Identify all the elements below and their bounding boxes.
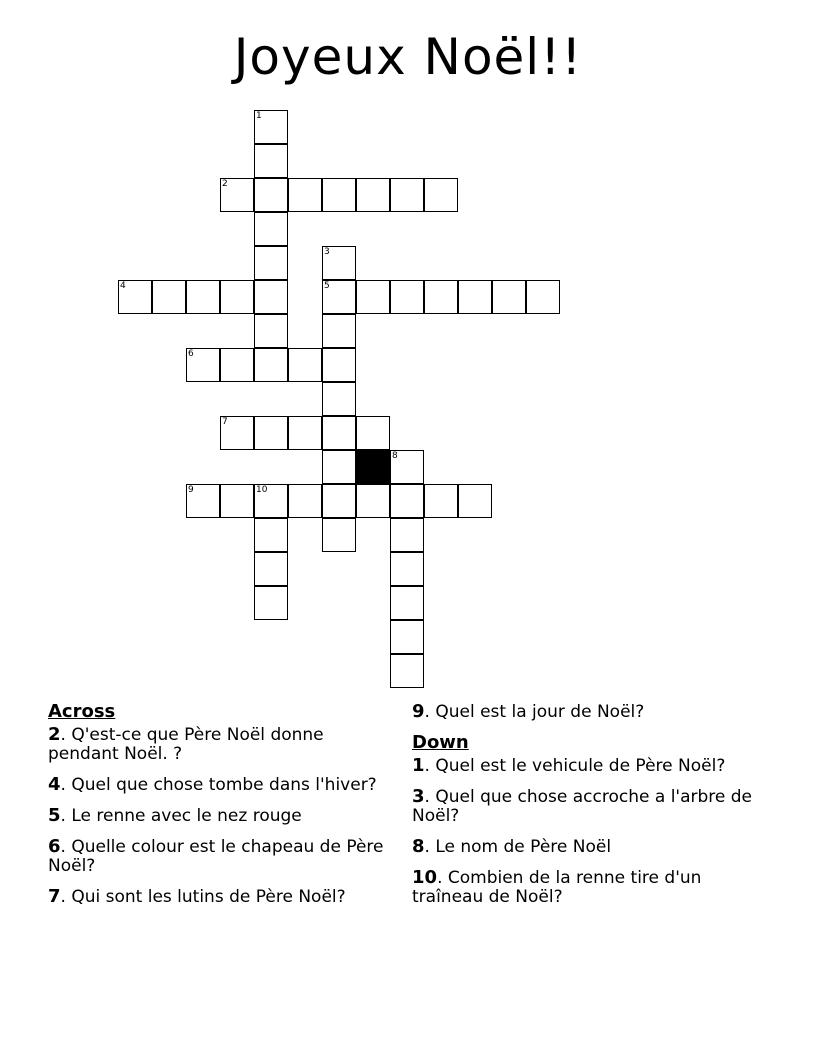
crossword-cell[interactable] bbox=[390, 518, 424, 552]
cell-number-5: 5 bbox=[324, 281, 330, 291]
clue-across-2: 2. Q'est-ce que Père Noël donne pendant Noël. ? bbox=[48, 724, 324, 764]
crossword-cell[interactable] bbox=[186, 280, 220, 314]
clue-across-9: 9. Quel est la jour de Noël? bbox=[412, 701, 645, 722]
cell-number-1: 1 bbox=[256, 111, 262, 121]
crossword-cell[interactable] bbox=[322, 518, 356, 552]
crossword-cell[interactable] bbox=[322, 382, 356, 416]
crossword-cell[interactable] bbox=[254, 280, 288, 314]
crossword-cell[interactable] bbox=[254, 314, 288, 348]
cell-number-3: 3 bbox=[324, 247, 330, 257]
crossword-cell[interactable] bbox=[356, 416, 390, 450]
crossword-cell[interactable] bbox=[254, 178, 288, 212]
crossword-cell[interactable] bbox=[390, 484, 424, 518]
clue-across-5: 5. Le renne avec le nez rouge bbox=[48, 805, 302, 826]
crossword-cell[interactable] bbox=[322, 314, 356, 348]
clue-across-6: 6. Quelle colour est le chapeau de Père Noël? bbox=[48, 836, 384, 876]
crossword-cell[interactable] bbox=[424, 484, 458, 518]
cell-number-4: 4 bbox=[120, 281, 126, 291]
crossword-cell[interactable] bbox=[220, 348, 254, 382]
cell-number-10: 10 bbox=[256, 485, 268, 495]
puzzle-title: Joyeux Noël!! bbox=[233, 28, 583, 86]
crossword-cell[interactable] bbox=[322, 416, 356, 450]
crossword-cell[interactable] bbox=[254, 348, 288, 382]
crossword-cell[interactable] bbox=[254, 144, 288, 178]
crossword-cell[interactable] bbox=[288, 348, 322, 382]
down-heading: Down bbox=[412, 732, 469, 753]
clue-down-8: 8. Le nom de Père Noël bbox=[412, 836, 612, 857]
crossword-cell[interactable] bbox=[220, 484, 254, 518]
crossword-cell[interactable] bbox=[356, 484, 390, 518]
cell-number-6: 6 bbox=[188, 349, 194, 359]
crossword-cell[interactable] bbox=[254, 416, 288, 450]
across-heading: Across bbox=[48, 701, 116, 722]
clue-down-3: 3. Quel que chose accroche a l'arbre de Noël? bbox=[412, 786, 753, 826]
crossword-cell[interactable] bbox=[152, 280, 186, 314]
crossword-cell[interactable] bbox=[390, 654, 424, 688]
cell-number-9: 9 bbox=[188, 485, 194, 495]
crossword-cell[interactable] bbox=[390, 280, 424, 314]
clue-across-7: 7. Qui sont les lutins de Père Noël? bbox=[48, 886, 346, 907]
crossword-cell[interactable] bbox=[458, 280, 492, 314]
crossword-cell[interactable] bbox=[322, 178, 356, 212]
clue-across-4: 4. Quel que chose tombe dans l'hiver? bbox=[48, 774, 377, 795]
crossword-cell[interactable] bbox=[254, 212, 288, 246]
crossword-cell[interactable] bbox=[526, 280, 560, 314]
clues-left-column bbox=[48, 702, 388, 918]
cell-number-2: 2 bbox=[222, 179, 228, 189]
crossword-cell[interactable] bbox=[390, 552, 424, 586]
crossword-cell[interactable] bbox=[254, 586, 288, 620]
crossword-cell[interactable] bbox=[288, 416, 322, 450]
crossword-cell[interactable] bbox=[356, 178, 390, 212]
crossword-cell[interactable] bbox=[288, 178, 322, 212]
crossword-cell[interactable] bbox=[424, 178, 458, 212]
crossword-black-cell bbox=[356, 450, 390, 484]
crossword-cell[interactable] bbox=[254, 552, 288, 586]
crossword-cell[interactable] bbox=[356, 280, 390, 314]
crossword-cell[interactable] bbox=[254, 518, 288, 552]
crossword-cell[interactable] bbox=[424, 280, 458, 314]
crossword-cell[interactable] bbox=[322, 450, 356, 484]
crossword-cell[interactable] bbox=[254, 246, 288, 280]
crossword-cell[interactable] bbox=[458, 484, 492, 518]
crossword-cell[interactable] bbox=[492, 280, 526, 314]
crossword-cell[interactable] bbox=[322, 484, 356, 518]
crossword-cell[interactable] bbox=[390, 620, 424, 654]
cell-number-8: 8 bbox=[392, 451, 398, 461]
crossword-cell[interactable] bbox=[390, 178, 424, 212]
crossword-cell[interactable] bbox=[390, 586, 424, 620]
crossword-cell[interactable] bbox=[288, 484, 322, 518]
clue-down-1: 1. Quel est le vehicule de Père Noël? bbox=[412, 755, 726, 776]
clues-right-column bbox=[412, 702, 752, 918]
crossword-cell[interactable] bbox=[220, 280, 254, 314]
cell-number-7: 7 bbox=[222, 417, 228, 427]
crossword-cell[interactable] bbox=[322, 348, 356, 382]
clue-down-10: 10. Combien de la renne tire d'un traîneau de Noël? bbox=[412, 867, 702, 907]
